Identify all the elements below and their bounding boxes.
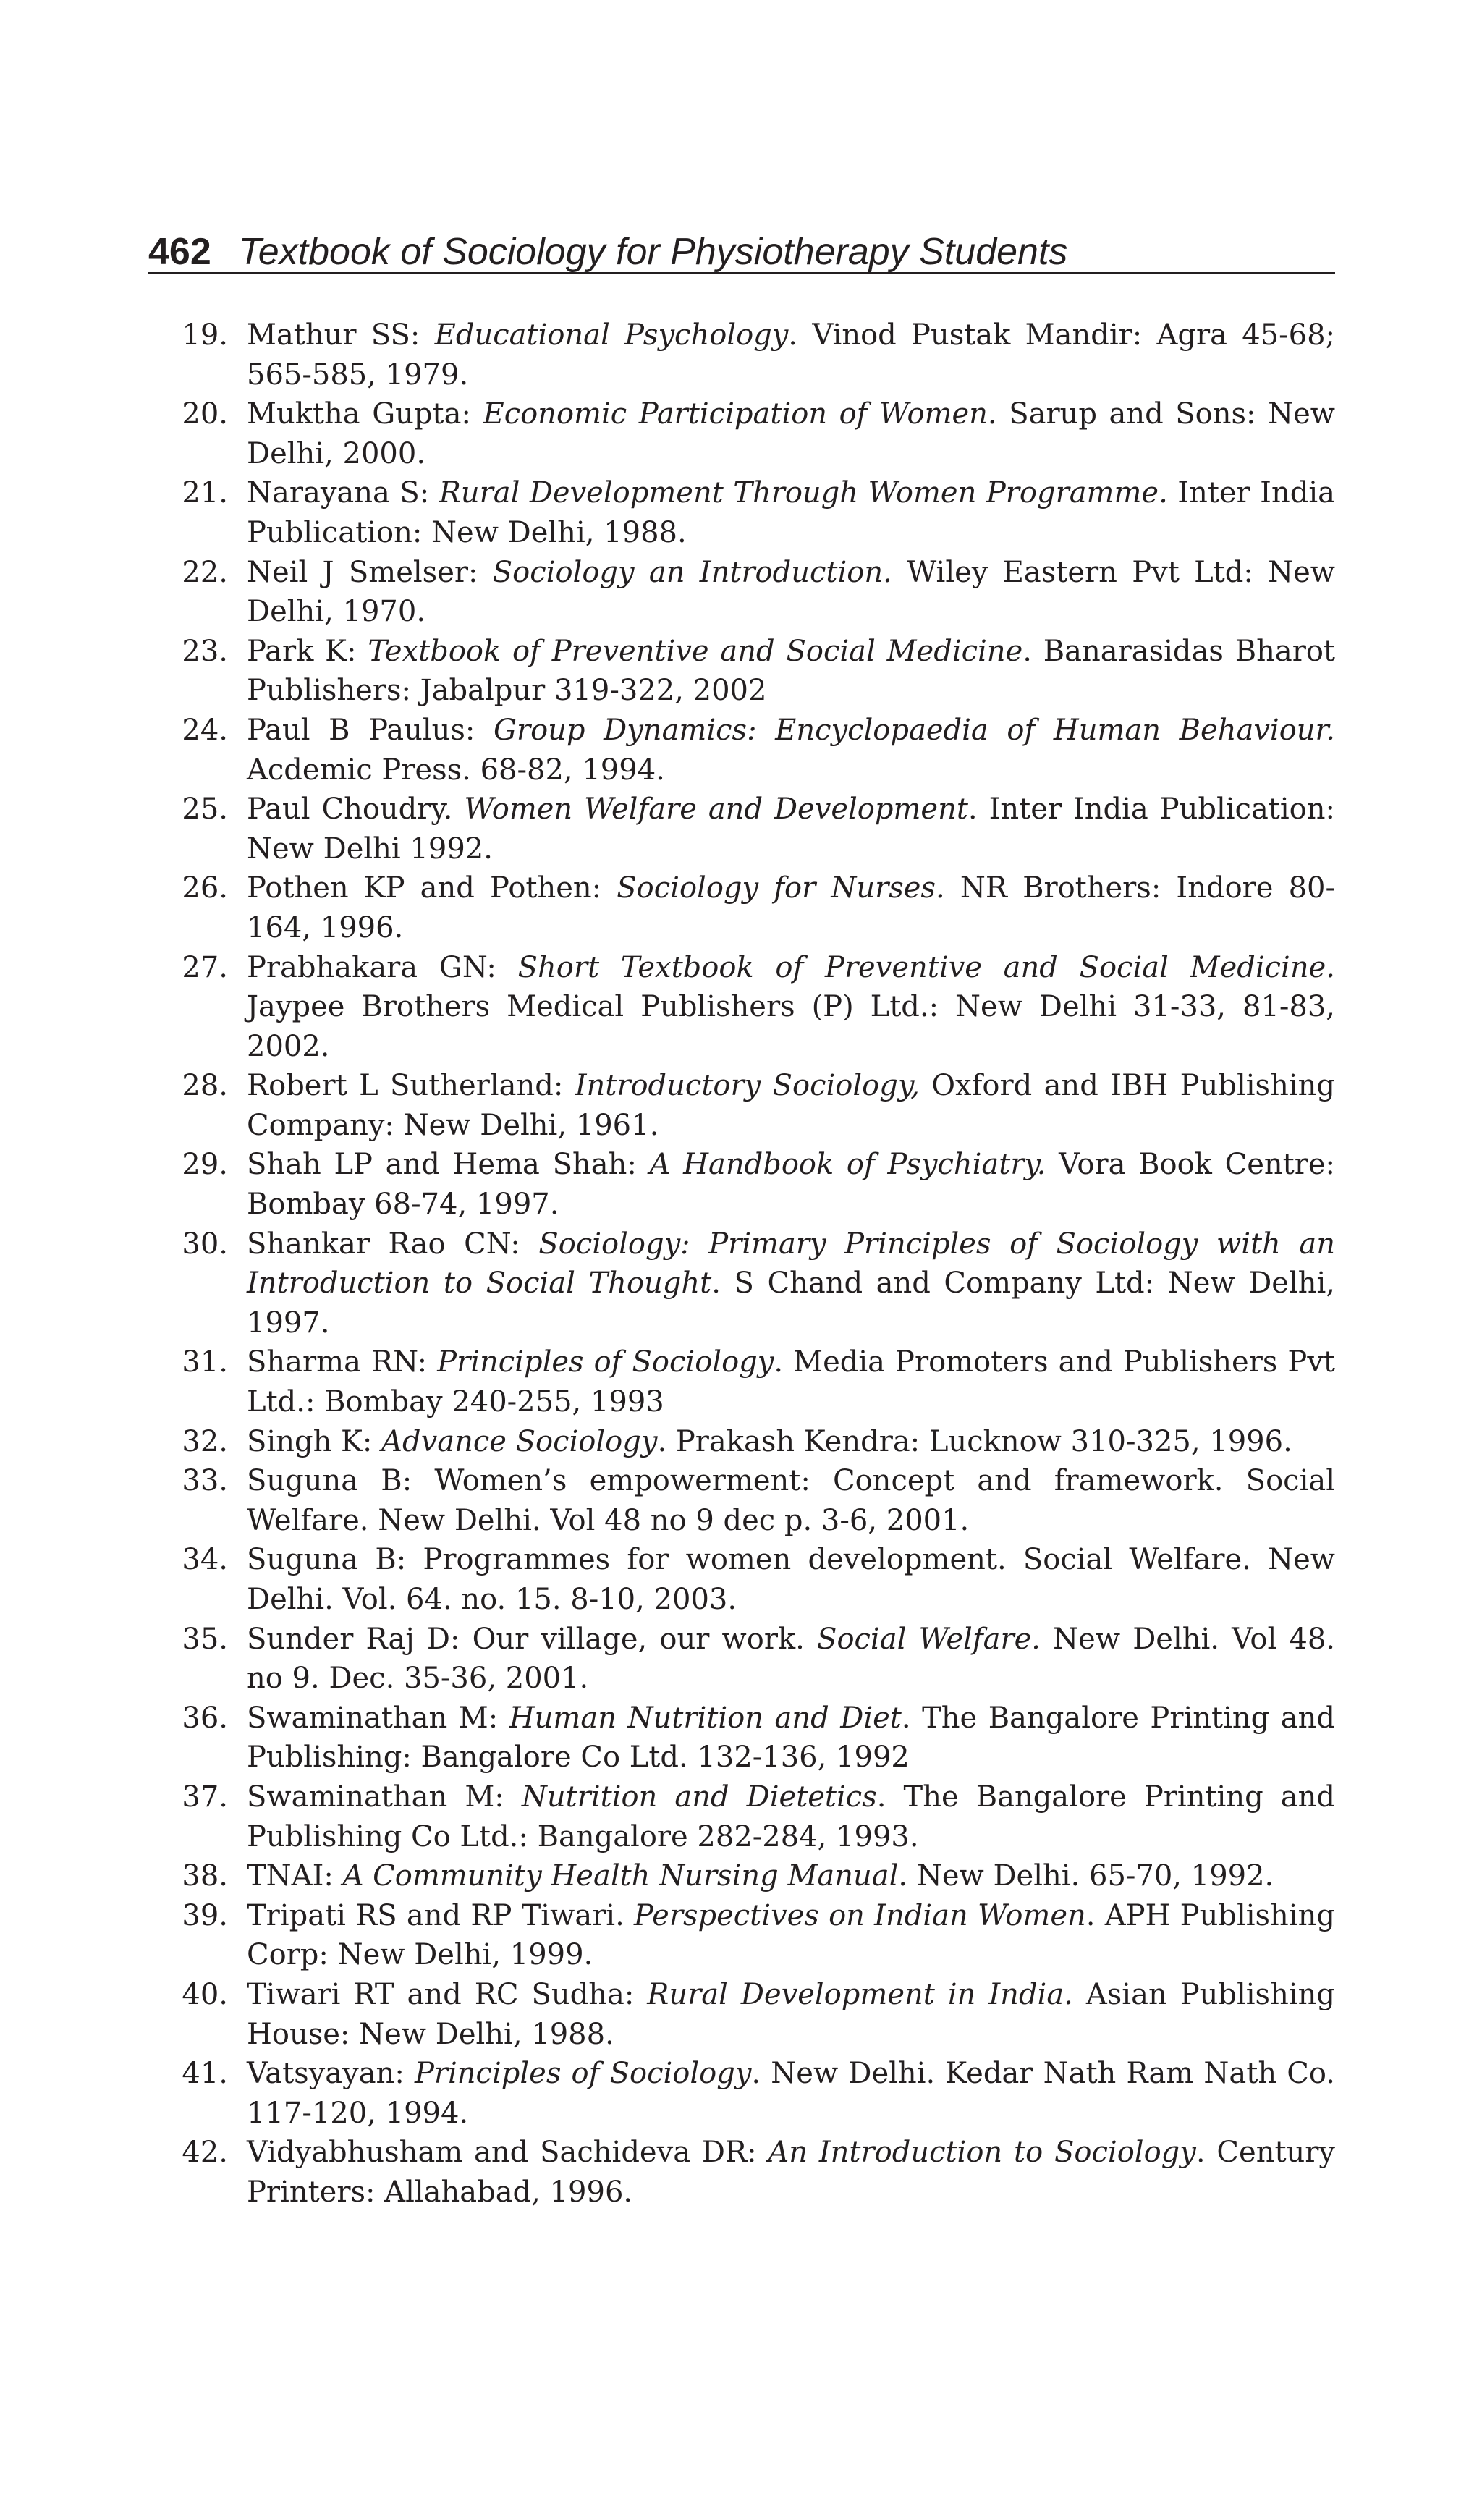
reference-item	[148, 473, 1335, 552]
reference-item	[148, 1777, 1335, 1856]
reference-details: Inter India Publication: New Delhi, 1988.	[247, 476, 1335, 549]
reference-item	[148, 394, 1335, 473]
reference-item	[148, 1343, 1335, 1421]
reference-details: . New Delhi. Kedar Nath Ram Nath Co. 117-120, 1994.	[247, 2057, 1335, 2130]
reference-text	[247, 1066, 1335, 1145]
reference-title: Advance Sociology	[381, 1424, 658, 1458]
reference-title: Short Textbook of Preventive and Social Medicine.	[517, 950, 1335, 984]
reference-title: Social Welfare.	[817, 1622, 1041, 1656]
reference-number: 25.	[182, 792, 228, 826]
reference-number: 38.	[182, 1859, 228, 1893]
reference-item	[148, 1225, 1335, 1343]
reference-title: Principles of Sociology	[437, 1345, 774, 1379]
reference-item	[148, 1856, 1335, 1896]
reference-details: New Delhi. Vol 48. no 9. Dec. 35-36, 2001.	[247, 1622, 1336, 1696]
reference-number: 32.	[182, 1424, 228, 1458]
reference-title: Nutrition and Dietetics	[521, 1780, 877, 1814]
reference-text	[247, 473, 1335, 552]
reference-number: 31.	[182, 1345, 228, 1379]
reference-author: Shah LP and Hema Shah:	[247, 1148, 650, 1182]
reference-text	[247, 711, 1335, 790]
reference-item	[148, 1620, 1335, 1699]
reference-number: 33.	[182, 1464, 228, 1498]
reference-text	[247, 1896, 1335, 1975]
reference-title: Textbook of Preventive and Social Medicine	[368, 634, 1023, 668]
reference-text	[247, 394, 1335, 473]
reference-text	[247, 316, 1335, 394]
reference-item	[148, 1896, 1335, 1975]
reference-details: . S Chand and Company Ltd: New Delhi, 1997.	[247, 1267, 1335, 1340]
reference-author: Shankar Rao CN:	[247, 1227, 539, 1261]
reference-number: 34.	[182, 1543, 228, 1577]
reference-details: Jaypee Brothers Medical Publishers (P) Ltd.: New Delhi 31-33, 81-83, 2002.	[247, 990, 1335, 1063]
reference-text	[247, 632, 1335, 711]
reference-item	[148, 1699, 1335, 1777]
reference-text	[247, 1975, 1335, 2054]
reference-author: Vatsyayan:	[247, 2057, 415, 2091]
reference-item	[148, 868, 1335, 947]
reference-number: 28.	[182, 1069, 228, 1103]
reference-item	[148, 1540, 1335, 1619]
reference-item	[148, 948, 1335, 1067]
reference-author: Tiwari RT and RC Sudha:	[247, 1977, 648, 2011]
reference-text	[247, 1540, 1335, 1619]
reference-details: NR Brothers: Indore 80-164, 1996.	[247, 871, 1335, 944]
reference-text	[247, 1145, 1335, 1224]
reference-text	[247, 2054, 1335, 2133]
reference-details: . The Bangalore Printing and Publishing: Bangalore Co Ltd. 132-136, 1992	[247, 1701, 1335, 1775]
reference-text	[247, 1699, 1335, 1777]
reference-title: Sociology an Introduction.	[492, 555, 892, 589]
reference-number: 26.	[182, 871, 228, 905]
reference-item	[148, 1066, 1335, 1145]
reference-item	[148, 790, 1335, 868]
reference-details: . Vinod Pustak Mandir: Agra 45-68; 565-585, 1979.	[247, 318, 1336, 392]
reference-title: An Introduction to Sociology	[768, 2136, 1196, 2170]
reference-text	[247, 1225, 1335, 1343]
reference-item	[148, 711, 1335, 790]
reference-text	[247, 1620, 1335, 1699]
reference-author: Robert L Sutherland:	[247, 1069, 575, 1103]
reference-details: Wiley Eastern Pvt Ltd: New Delhi, 1970.	[247, 555, 1335, 629]
reference-author: TNAI:	[247, 1859, 343, 1893]
reference-text	[247, 553, 1335, 632]
reference-item	[148, 1461, 1335, 1540]
reference-title: Principles of Sociology	[414, 2057, 752, 2091]
reference-item	[148, 1975, 1335, 2054]
reference-item	[148, 1145, 1335, 1224]
reference-author: Sunder Raj D: Our village, our work.	[247, 1622, 818, 1656]
reference-author: Park K:	[247, 634, 368, 668]
reference-text	[247, 2133, 1335, 2212]
reference-number: 41.	[182, 2057, 228, 2091]
reference-number: 22.	[182, 555, 228, 589]
reference-item	[148, 2133, 1335, 2212]
reference-details: . Century Printers: Allahabad, 1996.	[247, 2136, 1336, 2209]
reference-author: Sharma RN:	[247, 1345, 438, 1379]
reference-text	[247, 790, 1335, 868]
reference-title: Perspectives on Indian Women	[634, 1898, 1086, 1932]
reference-details: . APH Publishing Corp: New Delhi, 1999.	[247, 1898, 1335, 1972]
reference-number: 42.	[182, 2136, 228, 2170]
reference-number: 27.	[182, 950, 228, 984]
reference-list	[148, 316, 1335, 2212]
reference-author: Swaminathan M:	[247, 1780, 522, 1814]
reference-title: A Handbook of Psychiatry.	[649, 1148, 1046, 1182]
reference-title: Introductory Sociology,	[575, 1069, 920, 1103]
reference-author: Swaminathan M:	[247, 1701, 509, 1735]
reference-title: Sociology: Primary Principles of Sociology with an Introduction to Social Thought	[247, 1227, 1335, 1301]
reference-details: Oxford and IBH Publishing Company: New Delhi, 1961.	[247, 1069, 1335, 1142]
reference-text	[247, 1777, 1335, 1856]
reference-author: Narayana S:	[247, 476, 439, 510]
reference-title: Group Dynamics: Encyclopaedia of Human Behaviour.	[494, 713, 1335, 747]
reference-author: Suguna B: Programmes for women development. Social Welfare. New Delhi. Vol. 64. no. 15. 8-10, 2003.	[247, 1543, 1335, 1616]
reference-number: 29.	[182, 1148, 228, 1182]
reference-item	[148, 2054, 1335, 2133]
reference-author: Paul Choudry.	[247, 792, 465, 826]
reference-details: . Sarup and Sons: New Delhi, 2000.	[247, 397, 1336, 470]
reference-author: Pothen KP and Pothen:	[247, 871, 617, 905]
reference-number: 21.	[182, 476, 228, 510]
reference-title: Human Nutrition and Diet	[509, 1701, 902, 1735]
reference-details: . The Bangalore Printing and Publishing Co Ltd.: Bangalore 282-284, 1993.	[247, 1780, 1335, 1853]
reference-title: Educational Psychology	[434, 318, 789, 352]
header-rule	[148, 272, 1335, 274]
reference-title: Rural Development Through Women Programme.	[439, 476, 1168, 510]
reference-item	[148, 316, 1335, 394]
running-head	[148, 214, 1335, 271]
reference-number: 37.	[182, 1780, 228, 1814]
reference-details: . Inter India Publication: New Delhi 1992.	[247, 792, 1335, 866]
reference-item	[148, 1422, 1335, 1462]
reference-text	[247, 868, 1335, 947]
reference-title: Women Welfare and Development	[464, 792, 968, 826]
reference-text	[247, 1461, 1335, 1540]
reference-author: Paul B Paulus:	[247, 713, 494, 747]
reference-details: . Prakash Kendra: Lucknow 310-325, 1996.	[657, 1424, 1292, 1458]
reference-details: Vora Book Centre: Bombay 68-74, 1997.	[247, 1148, 1335, 1222]
reference-author: Mathur SS:	[247, 318, 435, 352]
reference-details: . Banarasidas Bharot Publishers: Jabalpur 319-322, 2002	[247, 634, 1335, 708]
reference-number: 35.	[182, 1622, 228, 1656]
reference-author: Prabhakara GN:	[247, 950, 518, 984]
reference-title: Economic Participation of Women	[483, 397, 988, 431]
reference-author: Singh K:	[247, 1424, 382, 1458]
reference-details: . Media Promoters and Publishers Pvt Ltd.: Bombay 240-255, 1993	[247, 1345, 1335, 1419]
reference-title: Rural Development in India.	[647, 1977, 1073, 2011]
reference-item	[148, 632, 1335, 711]
reference-author: Muktha Gupta:	[247, 397, 483, 431]
reference-number: 36.	[182, 1701, 228, 1735]
reference-details: Asian Publishing House: New Delhi, 1988.	[247, 1977, 1336, 2051]
reference-author: Neil J Smelser:	[247, 555, 493, 589]
reference-title: Sociology for Nurses.	[617, 871, 945, 905]
reference-details: . New Delhi. 65-70, 1992.	[898, 1859, 1274, 1893]
reference-title: A Community Health Nursing Manual	[342, 1859, 899, 1893]
reference-text	[247, 1343, 1335, 1421]
reference-number: 24.	[182, 713, 228, 747]
reference-text	[247, 948, 1335, 1067]
reference-author: Vidyabhusham and Sachideva DR:	[247, 2136, 768, 2170]
reference-number: 20.	[182, 397, 228, 431]
reference-details: Acdemic Press. 68-82, 1994.	[247, 753, 665, 787]
reference-number: 39.	[182, 1898, 228, 1932]
reference-number: 23.	[182, 634, 228, 668]
page-number: 462	[148, 231, 211, 273]
reference-item	[148, 553, 1335, 632]
book-title: Textbook of Sociology for Physiotherapy Students	[238, 231, 1068, 273]
reference-author: Suguna B: Women’s empowerment: Concept and framework. Social Welfare. New Delhi. Vol 48 no 9 dec p. 3-6, 2001.	[247, 1464, 1335, 1537]
reference-author: Tripati RS and RP Tiwari.	[247, 1898, 635, 1932]
reference-text	[247, 1422, 1335, 1462]
reference-number: 40.	[182, 1977, 228, 2011]
reference-number: 19.	[182, 318, 228, 352]
reference-text	[247, 1856, 1335, 1896]
reference-number: 30.	[182, 1227, 228, 1261]
